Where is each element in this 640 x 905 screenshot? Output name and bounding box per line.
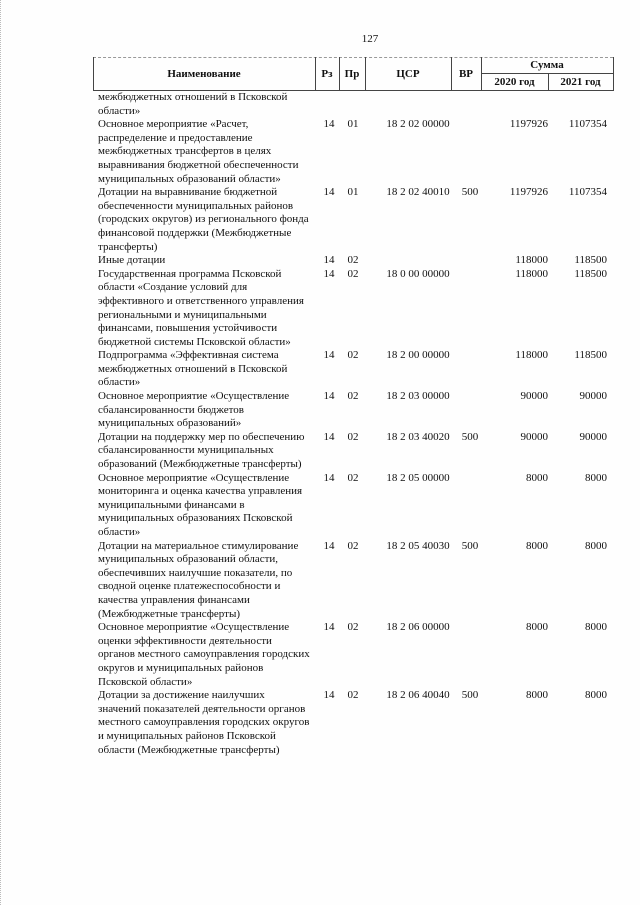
row-rz: 14 xyxy=(323,349,335,362)
row-pr: 01 xyxy=(347,118,359,131)
table-row xyxy=(93,621,613,689)
row-csr: 18 0 00 00000 xyxy=(386,267,450,280)
header-year-2021: 2021 год xyxy=(560,76,601,88)
row-rz: 14 xyxy=(323,539,335,552)
row-name: Основное мероприятие «Осуществление сбалансированности бюджетов муниципальных образований» xyxy=(98,390,290,430)
row-sum-2021: 90000 xyxy=(579,430,607,443)
table-row xyxy=(93,118,613,186)
row-sum-2021: 118500 xyxy=(574,267,607,280)
row-name: Дотации на выравнивание бюджетной обеспеченности муниципальных районов (городских округов) из регионального фонда финансовой поддержки (Межбюджетные трансферты) xyxy=(98,186,309,253)
row-sum-2020: 90000 xyxy=(520,390,548,403)
table-row xyxy=(93,349,613,390)
row-sum-2020: 1197926 xyxy=(509,186,548,199)
row-sum-2021: 8000 xyxy=(585,539,607,552)
row-vr: 500 xyxy=(461,186,479,199)
scan-edge xyxy=(0,0,1,905)
table-row xyxy=(93,254,613,268)
table-row xyxy=(93,540,613,622)
page-number: 127 xyxy=(361,33,379,45)
row-csr: 18 2 05 00000 xyxy=(386,471,450,484)
header-vr: ВР xyxy=(458,68,474,80)
header-pr: Пр xyxy=(344,68,360,80)
row-pr: 02 xyxy=(347,267,359,280)
row-csr: 18 2 02 40010 xyxy=(386,186,450,199)
header-top-border xyxy=(93,57,613,58)
row-pr: 02 xyxy=(347,621,359,634)
row-sum-2021: 8000 xyxy=(585,689,607,702)
row-rz: 14 xyxy=(323,267,335,280)
row-name: Подпрограмма «Эффективная система межбюджетных отношений в Псковской области» xyxy=(98,349,288,389)
row-sum-2020: 8000 xyxy=(526,689,548,702)
header-name: Наименование xyxy=(167,68,241,80)
header-divider xyxy=(613,57,614,91)
row-sum-2020: 8000 xyxy=(526,539,548,552)
row-csr: 18 2 00 00000 xyxy=(386,349,450,362)
row-pr: 02 xyxy=(347,254,359,267)
row-sum-2020: 118000 xyxy=(515,254,548,267)
header-sum: Сумма xyxy=(530,59,564,71)
row-sum-2021: 118500 xyxy=(574,349,607,362)
row-pr: 02 xyxy=(347,390,359,403)
table-row xyxy=(93,431,613,472)
row-rz: 14 xyxy=(323,254,335,267)
row-name: Дотации на материальное стимулирование муниципальных образований области, обеспечивших наилучшие показатели, по сводной оценке платежеспособности и качества управления финансами (Межбюджетные трансферты) xyxy=(98,539,299,620)
row-sum-2021: 118500 xyxy=(574,254,607,267)
table-row xyxy=(93,91,613,118)
row-csr: 18 2 05 40030 xyxy=(386,539,450,552)
row-pr: 02 xyxy=(347,430,359,443)
row-sum-2021: 1107354 xyxy=(568,186,607,199)
row-name: Основное мероприятие «Расчет, распределение и предоставление межбюджетных трансфертов в целях выравнивания бюджетной обеспеченности муниципальных образований области» xyxy=(98,118,299,185)
row-rz: 14 xyxy=(323,118,335,131)
row-name: Дотации за достижение наилучших значений показателей деятельности органов местного самоуправления городских округов и муниципальных районов Псковской области (Межбюджетные трансферты) xyxy=(98,689,310,756)
row-rz: 14 xyxy=(323,430,335,443)
row-rz: 14 xyxy=(323,186,335,199)
row-csr: 18 2 02 00000 xyxy=(386,118,450,131)
row-pr: 02 xyxy=(347,349,359,362)
row-rz: 14 xyxy=(323,471,335,484)
row-rz: 14 xyxy=(323,621,335,634)
row-vr: 500 xyxy=(461,689,479,702)
table-body xyxy=(93,91,613,861)
row-name: Государственная программа Псковской области «Создание условий для эффективного и ответственного управления региональными и муниципальными финансами, повышения устойчивости бюджетной системы Псковской области» xyxy=(98,267,304,348)
table-row xyxy=(93,689,613,757)
row-csr: 18 2 03 40020 xyxy=(386,430,450,443)
row-name: Дотации на поддержку мер по обеспечению сбалансированности муниципальных образований (Межбюджетные трансферты) xyxy=(98,430,305,471)
header-rz: Рз xyxy=(321,68,333,80)
table-row xyxy=(93,186,613,254)
row-name: Основное мероприятие «Осуществление мониторинга и оценка качества управления муниципальными финансами в муниципальных образованиях Псковской области» xyxy=(98,471,303,538)
table-row xyxy=(93,390,613,431)
row-pr: 02 xyxy=(347,539,359,552)
row-sum-2021: 1107354 xyxy=(568,118,607,131)
row-sum-2021: 8000 xyxy=(585,621,607,634)
row-sum-2021: 90000 xyxy=(579,390,607,403)
row-rz: 14 xyxy=(323,390,335,403)
header-year-2020: 2020 год xyxy=(494,76,535,88)
row-sum-2020: 90000 xyxy=(520,430,548,443)
row-sum-2021: 8000 xyxy=(585,471,607,484)
row-name: межбюджетных отношений в Псковской области» xyxy=(98,91,288,117)
row-csr: 18 2 03 00000 xyxy=(386,390,450,403)
row-sum-2020: 118000 xyxy=(515,267,548,280)
row-pr: 01 xyxy=(347,186,359,199)
table-row xyxy=(93,268,613,350)
table-row xyxy=(93,472,613,540)
row-sum-2020: 8000 xyxy=(526,621,548,634)
row-name: Основное мероприятие «Осуществление оценки эффективности деятельности органов местного самоуправления городских округов и муниципальных районов Псковской области» xyxy=(98,621,310,688)
sum-divider xyxy=(481,73,613,74)
row-rz: 14 xyxy=(323,689,335,702)
row-vr: 500 xyxy=(461,539,479,552)
row-sum-2020: 8000 xyxy=(526,471,548,484)
row-sum-2020: 1197926 xyxy=(509,118,548,131)
row-vr: 500 xyxy=(461,430,479,443)
row-pr: 02 xyxy=(347,471,359,484)
header-csr: ЦСР xyxy=(396,68,420,80)
row-pr: 02 xyxy=(347,689,359,702)
row-name: Иные дотации xyxy=(98,254,166,267)
row-sum-2020: 118000 xyxy=(515,349,548,362)
table-header xyxy=(93,57,613,91)
row-csr: 18 2 06 00000 xyxy=(386,621,450,634)
row-csr: 18 2 06 40040 xyxy=(386,689,450,702)
